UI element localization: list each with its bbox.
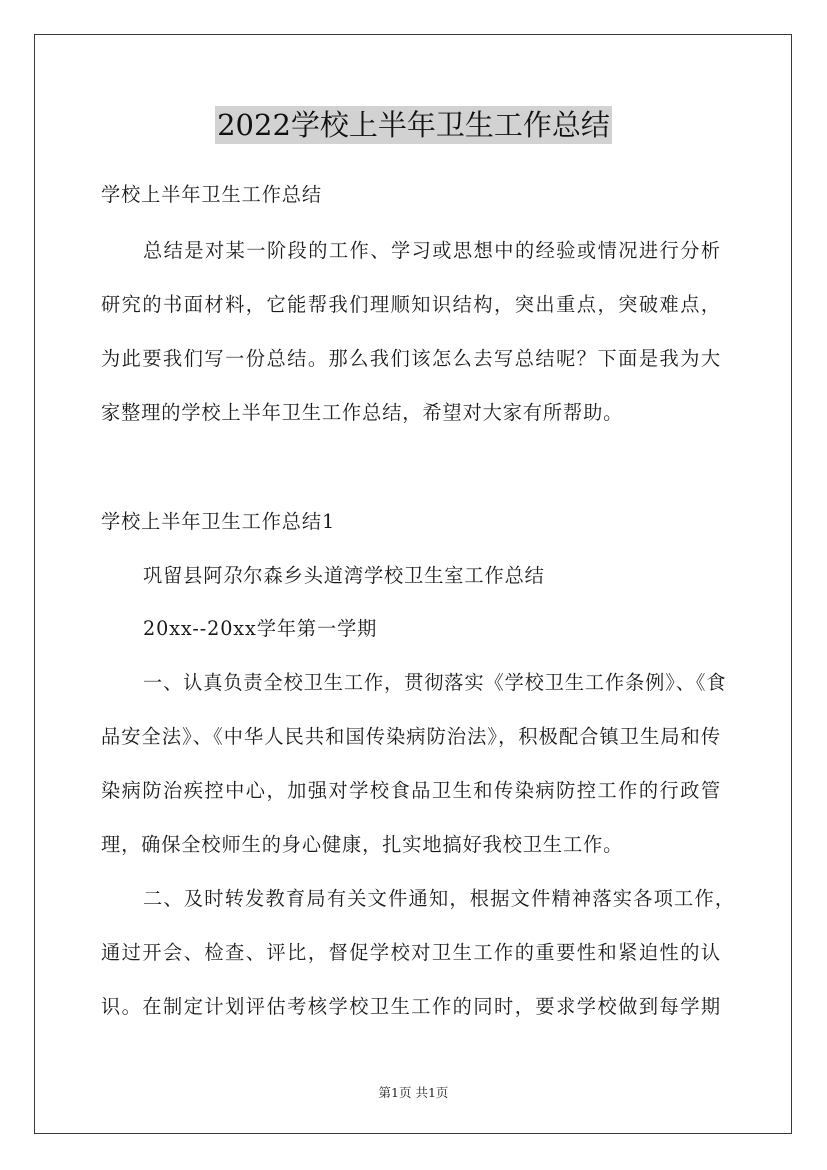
intro-line-4: 家整理的学校上半年卫生工作总结，希望对大家有所帮助。 [101,401,624,424]
section-heading: 学校上半年卫生工作总结1 [101,510,336,533]
page-footer: 第1页 共1页 [378,1085,449,1100]
para1-line-1: 一、认真负责全校卫生工作，贯彻落实《学校卫生工作条例》、《食 [143,671,727,694]
intro-line-1: 总结是对某一阶段的工作、学习或思想中的经验或情况进行分析 [143,239,721,262]
document-title: 2022学校上半年卫生工作总结 [217,108,610,142]
para2-line-2: 通过开会、检查、评比，督促学校对卫生工作的重要性和紧迫性的认 [101,941,721,964]
intro-line-3: 为此要我们写一份总结。那么我们该怎么去写总结呢？下面是我为大 [101,347,721,370]
para1-line-2: 品安全法》、《中华人民共和国传染病防治法》，积极配合镇卫生局和传 [101,725,721,748]
para2-line-3: 识。在制定计划评估考核学校卫生工作的同时，要求学校做到每学期 [101,995,721,1018]
intro-line-2: 研究的书面材料，它能帮我们理顺知识结构，突出重点，突破难点， [101,293,721,316]
subtitle: 学校上半年卫生工作总结 [101,183,322,206]
org-line: 巩留县阿尕尔森乡头道湾学校卫生室工作总结 [143,564,545,587]
para2-line-1: 二、及时转发教育局有关文件通知，根据文件精神落实各项工作， [143,887,735,910]
para1-line-4: 理，确保全校师生的身心健康，扎实地搞好我校卫生工作。 [101,833,624,856]
term-line: 20xx--20xx学年第一学期 [143,617,378,640]
para1-line-3: 染病防治疾控中心，加强对学校食品卫生和传染病防控工作的行政管 [101,779,721,802]
